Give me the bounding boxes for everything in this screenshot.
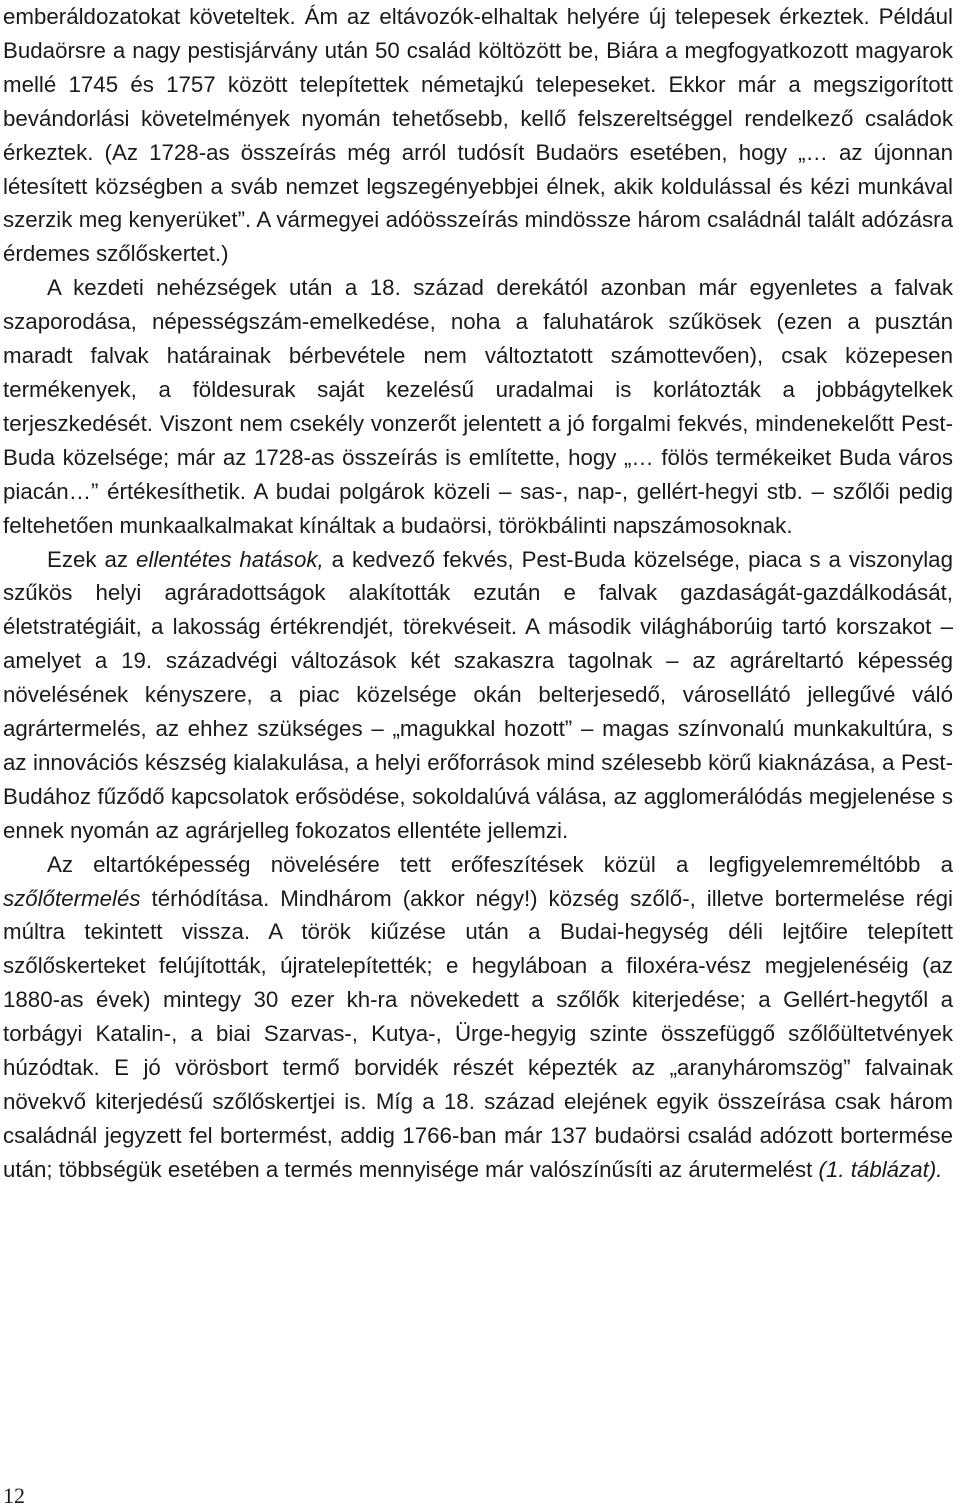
body-text	[3, 0, 953, 1187]
page-number: 12	[3, 1483, 25, 1508]
paragraph-4-text-middle: térhódítása. Mindhárom (akkor négy!) község szőlő-, illetve bortermelése régi múltra tekintett vissza. A török kiűzése után a Budai-hegység déli lejtőire telepített szőlőskerteket felújították, újratelepítették; e hegyláboan a filoxéra-vész megjelenéséig (az 1880-as évek) mintegy 30 ezer kh-ra növekedett a szőlők kiterjedése; a Gellért-hegytől a torbágyi Katalin-, a biai Szarvas-, Kutya-, Ürge-hegyig szinte összefüggő szőlőültetvények húzódtak. E jó vörösbort termő borvidék részét képezték az „aranyháromszög” falvainak növekvő kiterjedésű szőlőskertjei is. Míg a 18. század elejének egyik összeírása csak három családnál jegyzett fel bortermést, addig 1766-ban már 137 budaörsi család adózott bortermése után; többségük esetében a termés mennyisége már valószínűsíti az árutermelést	[3, 885, 953, 1182]
paragraph-3	[3, 543, 953, 848]
paragraph-3-text-start: Ezek az	[47, 546, 137, 572]
paragraph-4-text-start: Az eltartóképesség növelésére tett erőfeszítések közül a legfigyelemreméltóbb a	[47, 851, 953, 877]
paragraph-3-emphasis: ellentétes hatások,	[136, 546, 324, 572]
paragraph-3-text-end: a kedvező fekvés, Pest-Buda közelsége, piaca s a viszonylag szűkös helyi agráradottságok alakították ezután e falvak gazdaságát-gazdálkodását, életstratégiáit, a lakosság értékrendjét, törekvéseit. A második világháborúig tartó korszakot – amelyet a 19. századvégi változások két szakaszra tagolnak – az agráreltartó képesség növelésének kényszere, a piac közelsége okán belterjesedő, városellátó jellegűvé váló agrártermelés, az ehhez szükséges – „magukkal hozott” – magas színvonalú munkakultúra, s az innovációs készség kialakulása, a helyi erőforrások mind szélesebb körű kiaknázása, a Pest-Budához fűződő kapcsolatok erősödése, sokoldalúvá válása, az agglomerálódás megjelenése s ennek nyomán az agrárjelleg fokozatos ellentéte jellemzi.	[3, 546, 953, 843]
paragraph-4-table-reference: (1. táblázat).	[818, 1156, 943, 1182]
paragraph-4-emphasis: szőlőtermelés	[3, 885, 141, 911]
paragraph-1-text: emberáldozatokat követeltek. Ám az eltávozók-elhaltak helyére új telepesek érkeztek. Például Budaörsre a nagy pestisjárvány után 50 család költözött be, Biára a megfogyatkozott magyarok mellé 1745 és 1757 között telepítettek németajkú telepeseket. Ekkor már a megszigorított bevándorlási követelmények nyomán tehetősebb, kellő felszereltséggel rendelkező családok érkeztek. (Az 1728-as összeírás még arról tudósít Budaörs esetében, hogy „… az újonnan létesített községben a sváb nemzet legszegényebbjei élnek, akik koldulással és kézi munkával szerzik meg kenyerüket”. A vármegyei adóösszeírás mindössze három családnál talált adózásra érdemes szőlőskertet.)	[3, 4, 953, 267]
paragraph-2-text: A kezdeti nehézségek után a 18. század derekától azonban már egyenletes a falvak szaporodása, népességszám-emelkedése, noha a faluhatárok szűkösek (ezen a pusztán maradt falvak határainak bérbevétele nem változtatott számottevően), csak közepesen termékenyek, a földesurak saját kezelésű uradalmai is korlátozták a jobbágytelkek terjeszkedését. Viszont nem csekély vonzerőt jelentett a jó forgalmi fekvés, mindenekelőtt Pest-Buda közelsége; már az 1728-as összeírás is említette, hogy „… fölös termékeiket Buda város piacán…” értékesíthetik. A budai polgárok közeli – sas-, nap-, gellért-hegyi stb. – szőlői pedig feltehetően munkaalkalmakat kínáltak a budaörsi, törökbálinti napszámosoknak.	[3, 275, 953, 538]
paragraph-2	[3, 271, 953, 542]
paragraph-4	[3, 848, 953, 1187]
paragraph-1	[3, 0, 953, 271]
